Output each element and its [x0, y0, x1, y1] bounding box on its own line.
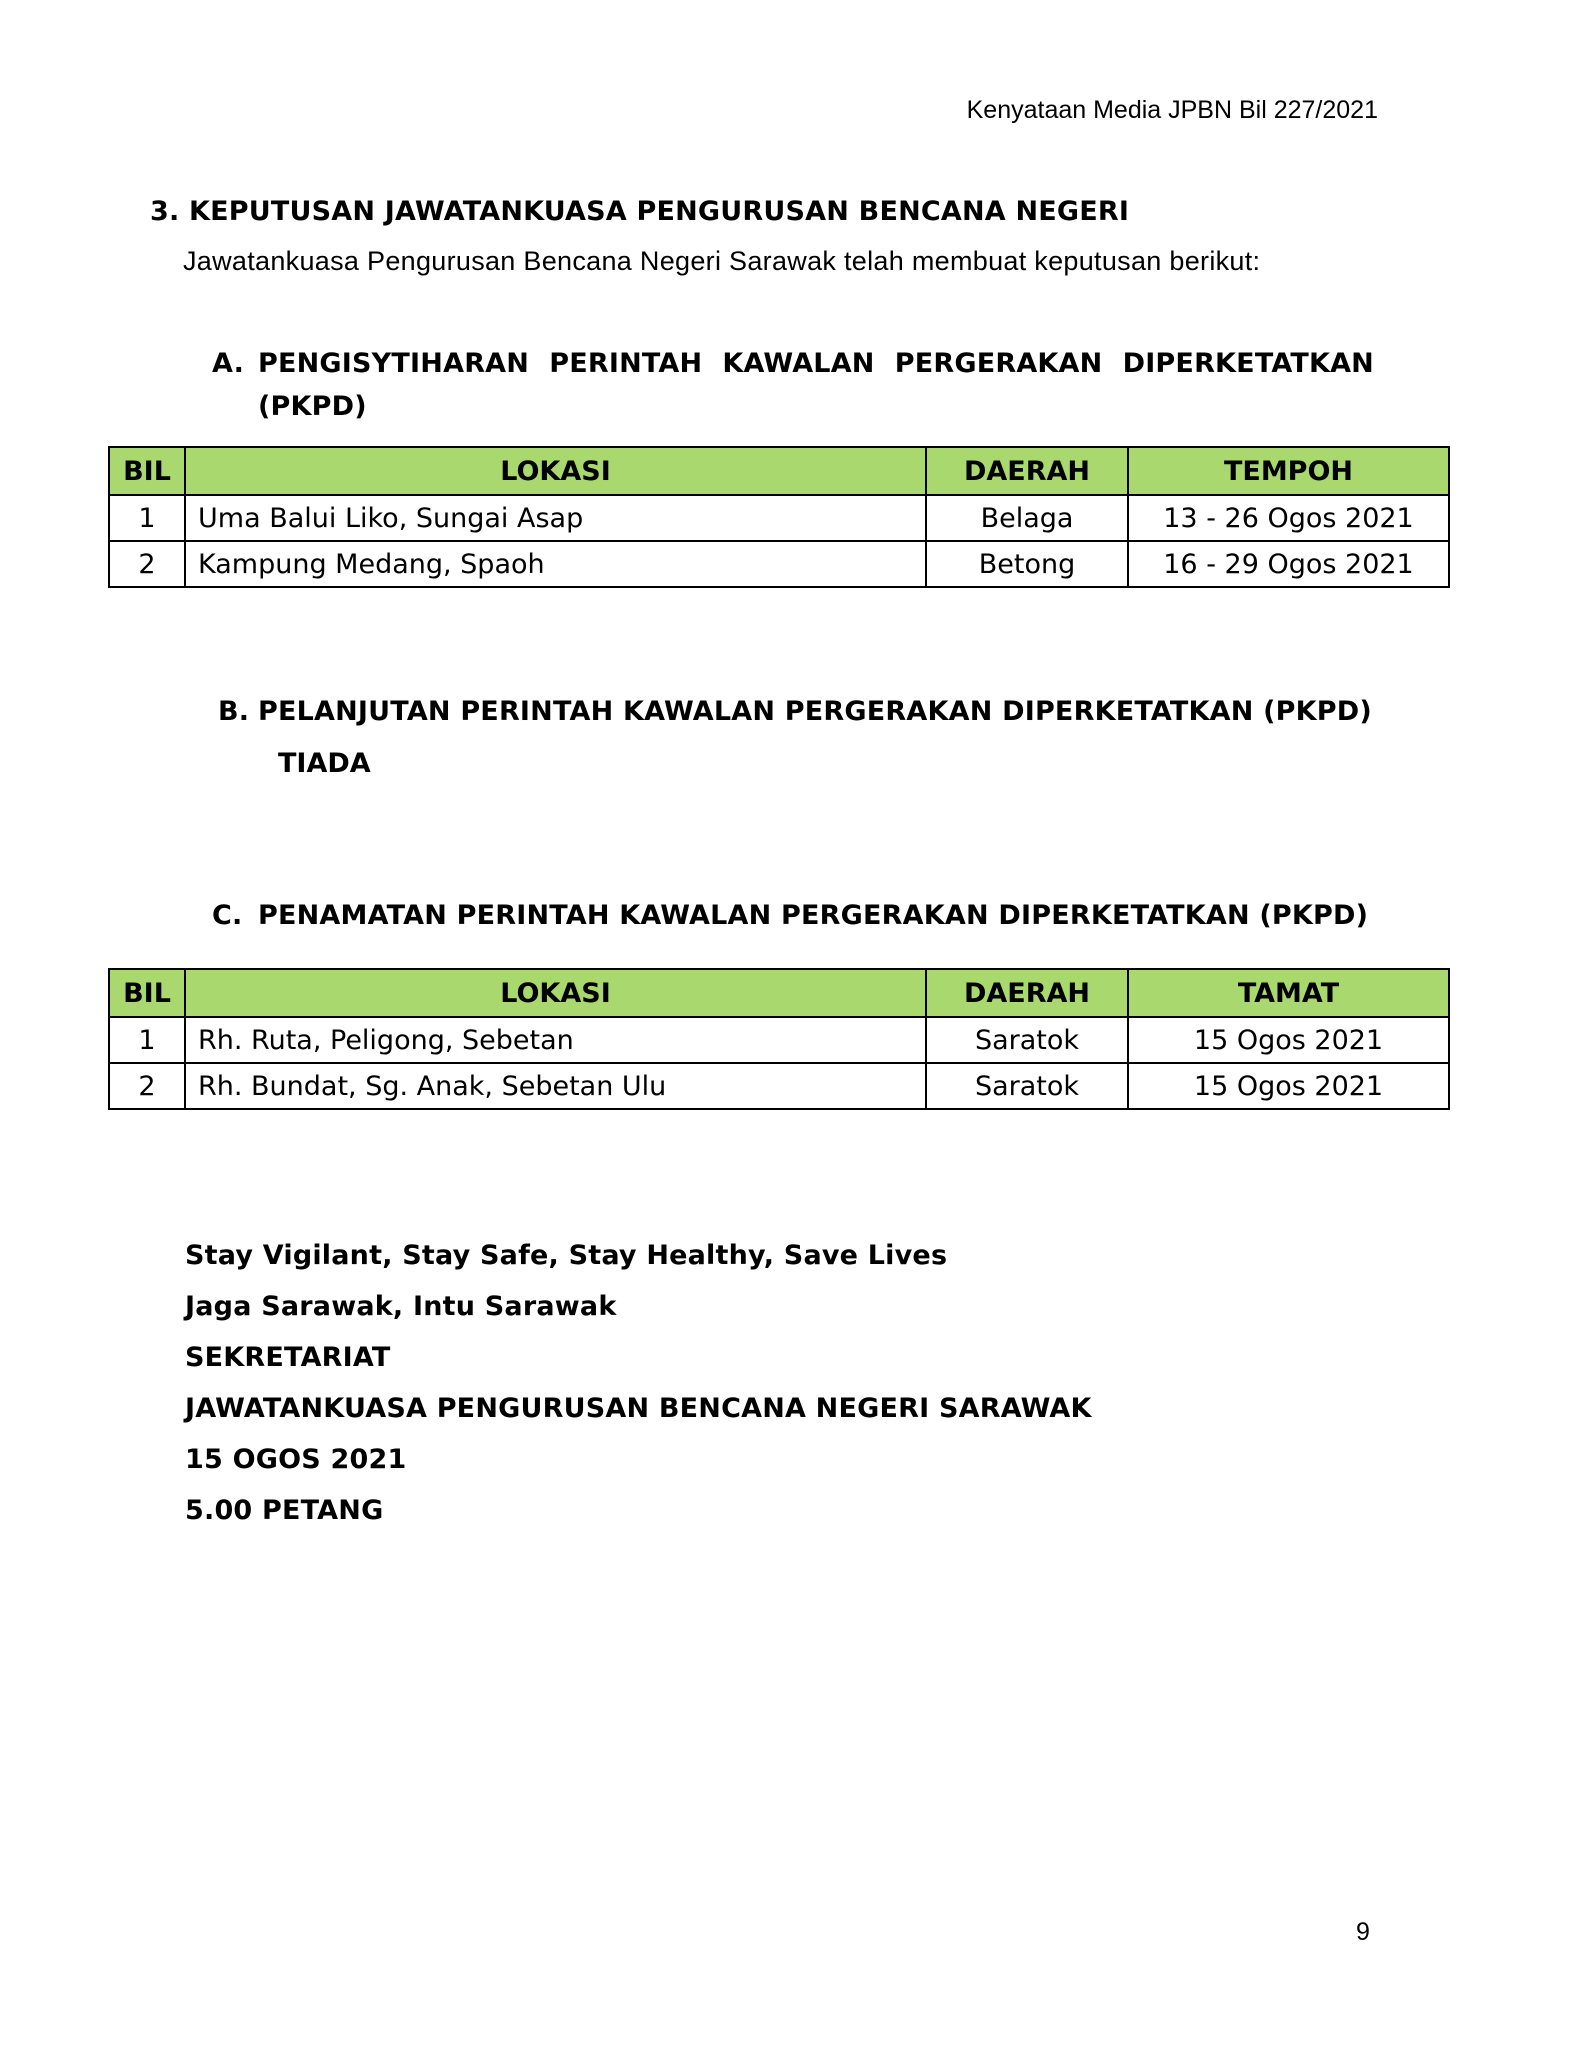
part-a-letter: A.	[212, 348, 245, 379]
part-a-word: PENGISYTIHARAN	[258, 348, 530, 379]
table-header-row	[109, 447, 1449, 495]
part-b-title: PELANJUTAN PERINTAH KAWALAN PERGERAKAN DIPERKETATKAN (PKPD)	[258, 696, 1372, 727]
header-lokasi: LOKASI	[185, 447, 926, 495]
header-daerah: DAERAH	[926, 969, 1128, 1017]
header-tempoh: TEMPOH	[1128, 447, 1449, 495]
cell-lokasi: Kampung Medang, Spaoh	[185, 541, 926, 587]
part-c-title: PENAMATAN PERINTAH KAWALAN PERGERAKAN DIPERKETATKAN (PKPD)	[258, 900, 1369, 931]
pkpd-declaration-table	[108, 446, 1450, 588]
closing-line: JAWATANKUASA PENGURUSAN BENCANA NEGERI SARAWAK	[185, 1393, 1092, 1424]
header-bil: BIL	[109, 969, 185, 1017]
cell-daerah: Saratok	[926, 1063, 1128, 1109]
page-number: 9	[1356, 1918, 1370, 1946]
table-row	[109, 495, 1449, 541]
part-a-heading	[212, 348, 1374, 422]
part-b-status: TIADA	[278, 748, 371, 779]
closing-line: SEKRETARIAT	[185, 1342, 391, 1373]
section-heading: 3. KEPUTUSAN JAWATANKUASA PENGURUSAN BENCANA NEGERI	[150, 196, 1130, 227]
part-a-word: DIPERKETATKAN	[1122, 348, 1374, 379]
cell-bil: 1	[109, 495, 185, 541]
part-c-letter: C.	[212, 900, 243, 931]
header-daerah: DAERAH	[926, 447, 1128, 495]
cell-lokasi: Rh. Ruta, Peligong, Sebetan	[185, 1017, 926, 1063]
closing-line: Jaga Sarawak, Intu Sarawak	[185, 1291, 617, 1322]
closing-line: 15 OGOS 2021	[185, 1444, 407, 1475]
closing-line: 5.00 PETANG	[185, 1495, 384, 1526]
part-a-word: PERINTAH	[549, 348, 703, 379]
cell-tamat: 15 Ogos 2021	[1128, 1017, 1449, 1063]
table-row	[109, 1017, 1449, 1063]
section-intro: Jawatankuasa Pengurusan Bencana Negeri Sarawak telah membuat keputusan berikut:	[183, 246, 1261, 276]
header-tamat: TAMAT	[1128, 969, 1449, 1017]
cell-bil: 1	[109, 1017, 185, 1063]
header-bil: BIL	[109, 447, 185, 495]
document-reference: Kenyataan Media JPBN Bil 227/2021	[966, 96, 1378, 124]
cell-lokasi: Rh. Bundat, Sg. Anak, Sebetan Ulu	[185, 1063, 926, 1109]
part-a-heading-line2: (PKPD)	[258, 391, 367, 422]
cell-tempoh: 16 - 29 Ogos 2021	[1128, 541, 1449, 587]
part-b-heading	[218, 696, 1372, 727]
closing-block	[185, 1230, 1092, 1536]
cell-tamat: 15 Ogos 2021	[1128, 1063, 1449, 1109]
cell-tempoh: 13 - 26 Ogos 2021	[1128, 495, 1449, 541]
table-row	[109, 1063, 1449, 1109]
table-row	[109, 541, 1449, 587]
pkpd-termination-table	[108, 968, 1450, 1110]
cell-daerah: Saratok	[926, 1017, 1128, 1063]
table-header-row	[109, 969, 1449, 1017]
cell-daerah: Betong	[926, 541, 1128, 587]
cell-lokasi: Uma Balui Liko, Sungai Asap	[185, 495, 926, 541]
cell-bil: 2	[109, 541, 185, 587]
part-b-letter: B.	[218, 696, 250, 727]
part-c-heading	[212, 900, 1368, 931]
part-a-word: KAWALAN	[722, 348, 875, 379]
header-lokasi: LOKASI	[185, 969, 926, 1017]
closing-line: Stay Vigilant, Stay Safe, Stay Healthy, Save Lives	[185, 1240, 948, 1271]
cell-bil: 2	[109, 1063, 185, 1109]
part-a-word: PERGERAKAN	[894, 348, 1103, 379]
cell-daerah: Belaga	[926, 495, 1128, 541]
